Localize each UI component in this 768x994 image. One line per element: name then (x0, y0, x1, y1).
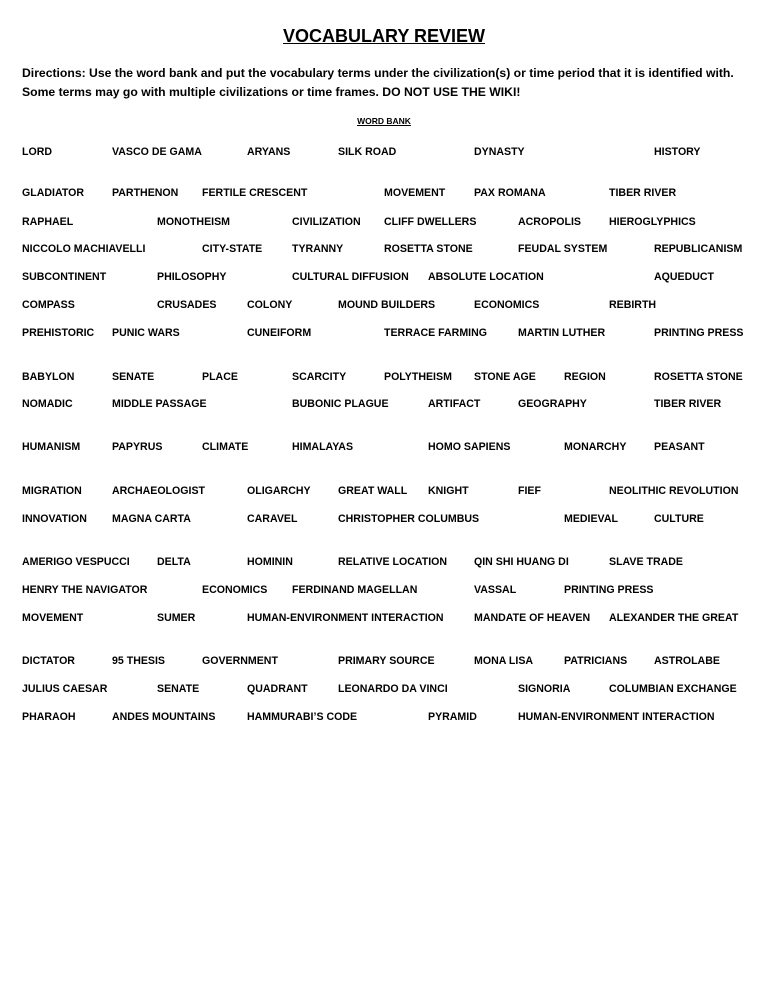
word-bank-term: GOVERNMENT (202, 655, 278, 667)
word-bank-term: BUBONIC PLAGUE (292, 398, 389, 410)
word-bank-term: HOMININ (247, 556, 293, 568)
word-bank-term: ARCHAEOLOGIST (112, 485, 205, 497)
word-bank-term: MONA LISA (474, 655, 534, 667)
word-bank-term: MONOTHEISM (157, 216, 230, 228)
word-bank-term: HAMMURABI’S CODE (247, 711, 358, 723)
word-bank-term: PARTHENON (112, 187, 179, 199)
word-bank-term: ANDES MOUNTAINS (112, 711, 216, 723)
word-bank-term: SENATE (112, 371, 155, 383)
word-bank-term: GLADIATOR (22, 187, 84, 199)
word-bank-term: ASTROLABE (654, 655, 720, 667)
word-bank-term: FEUDAL SYSTEM (518, 243, 608, 255)
word-bank-term: STONE AGE (474, 371, 536, 383)
word-bank-term: AQUEDUCT (654, 271, 715, 283)
word-bank-term: MOVEMENT (22, 612, 84, 624)
word-bank-term: FERTILE CRESCENT (202, 187, 308, 199)
word-bank-term: PAX ROMANA (474, 187, 546, 199)
word-bank-term: HISTORY (654, 146, 701, 158)
word-bank-term: MONARCHY (564, 441, 627, 453)
word-bank-term: QIN SHI HUANG DI (474, 556, 569, 568)
word-bank-term: VASSAL (474, 584, 517, 596)
word-bank-term: TYRANNY (292, 243, 344, 255)
word-bank-term: NOMADIC (22, 398, 73, 410)
word-bank-term: CIVILIZATION (292, 216, 361, 228)
word-bank-term: SENATE (157, 683, 200, 695)
word-bank-term: ARYANS (247, 146, 291, 158)
word-bank-term: ROSETTA STONE (384, 243, 473, 255)
word-bank-term: SIGNORIA (518, 683, 571, 695)
word-bank-term: AMERIGO VESPUCCI (22, 556, 130, 568)
word-bank-term: ARTIFACT (428, 398, 481, 410)
word-bank-term: CRUSADES (157, 299, 217, 311)
word-bank-term: INNOVATION (22, 513, 87, 525)
word-bank-term: MANDATE OF HEAVEN (474, 612, 591, 624)
word-bank-term: PRINTING PRESS (564, 584, 654, 596)
word-bank-term: SLAVE TRADE (609, 556, 683, 568)
word-bank-term: HOMO SAPIENS (428, 441, 511, 453)
word-bank-term: PREHISTORIC (22, 327, 95, 339)
word-bank-term: MIDDLE PASSAGE (112, 398, 207, 410)
word-bank-term: CITY-STATE (202, 243, 263, 255)
word-bank-term: HUMAN-ENVIRONMENT INTERACTION (247, 612, 444, 624)
word-bank-term: RAPHAEL (22, 216, 74, 228)
word-bank-term: ECONOMICS (202, 584, 268, 596)
word-bank-term: HIMALAYAS (292, 441, 354, 453)
page-title: VOCABULARY REVIEW (282, 26, 486, 46)
word-bank-term: PEASANT (654, 441, 705, 453)
word-bank-term: NICCOLO MACHIAVELLI (22, 243, 146, 255)
word-bank-term: MOUND BUILDERS (338, 299, 436, 311)
word-bank-term: TIBER RIVER (654, 398, 722, 410)
word-bank-term: DYNASTY (474, 146, 525, 158)
word-bank-term: ABSOLUTE LOCATION (428, 271, 544, 283)
word-bank-term: COMPASS (22, 299, 75, 311)
word-bank-term: PUNIC WARS (112, 327, 180, 339)
word-bank-term: ROSETTA STONE (654, 371, 743, 383)
word-bank-term: SILK ROAD (338, 146, 397, 158)
word-bank-term: RELATIVE LOCATION (338, 556, 448, 568)
word-bank-term: OLIGARCHY (247, 485, 311, 497)
word-bank-term: MIGRATION (22, 485, 82, 497)
word-bank-term: LEONARDO DA VINCI (338, 683, 448, 695)
word-bank-term: GEOGRAPHY (518, 398, 587, 410)
word-bank-term: COLONY (247, 299, 293, 311)
word-bank-label: WORD BANK (357, 116, 411, 126)
word-bank-term: REGION (564, 371, 606, 383)
word-bank-term: NEOLITHIC REVOLUTION (609, 485, 739, 497)
word-bank-term: CHRISTOPHER COLUMBUS (338, 513, 480, 525)
word-bank-term: VASCO DE GAMA (112, 146, 202, 158)
word-bank-term: PHILOSOPHY (157, 271, 227, 283)
word-bank-term: MARTIN LUTHER (518, 327, 606, 339)
word-bank-term: HENRY THE NAVIGATOR (22, 584, 148, 596)
word-bank-term: CULTURE (654, 513, 704, 525)
word-bank-term: JULIUS CAESAR (22, 683, 108, 695)
word-bank-term: DELTA (157, 556, 191, 568)
word-bank-term: PYRAMID (428, 711, 477, 723)
word-bank-term: MOVEMENT (384, 187, 446, 199)
word-bank-term: CLIFF DWELLERS (384, 216, 477, 228)
word-bank-term: FIEF (518, 485, 541, 497)
word-bank-term: FERDINAND MAGELLAN (292, 584, 418, 596)
word-bank-term: SCARCITY (292, 371, 347, 383)
word-bank-term: MAGNA CARTA (112, 513, 191, 525)
word-bank-term: PHARAOH (22, 711, 76, 723)
word-bank-term: SUBCONTINENT (22, 271, 107, 283)
word-bank-term: HUMANISM (22, 441, 81, 453)
word-bank-term: CUNEIFORM (247, 327, 312, 339)
word-bank-term: CULTURAL DIFFUSION (292, 271, 409, 283)
word-bank-term: TERRACE FARMING (384, 327, 487, 339)
word-bank-term: ACROPOLIS (518, 216, 581, 228)
word-bank-term: DICTATOR (22, 655, 75, 667)
word-bank-term: SUMER (157, 612, 196, 624)
word-bank-term: MEDIEVAL (564, 513, 618, 525)
word-bank-term: CARAVEL (247, 513, 298, 525)
word-bank-term: POLYTHEISM (384, 371, 452, 383)
word-bank-term: QUADRANT (247, 683, 308, 695)
word-bank-term: GREAT WALL (338, 485, 408, 497)
word-bank-term: COLUMBIAN EXCHANGE (609, 683, 737, 695)
word-bank-term: REBIRTH (609, 299, 657, 311)
word-bank-term: KNIGHT (428, 485, 469, 497)
word-bank-term: 95 THESIS (112, 655, 165, 667)
word-bank-term: REPUBLICANISM (654, 243, 743, 255)
directions-text: Directions: Use the word bank and put the vocabulary terms under the civilization(s) or time period that it is identified with. Some terms may go with multiple civilizations or time frames. DO NOT USE THE WIKI! (22, 66, 734, 99)
word-bank-term: LORD (22, 146, 53, 158)
word-bank-term: PAPYRUS (112, 441, 163, 453)
word-bank-term: PLACE (202, 371, 238, 383)
word-bank-term: BABYLON (22, 371, 75, 383)
word-bank-term: PATRICIANS (564, 655, 628, 667)
word-bank-term: ALEXANDER THE GREAT (609, 612, 739, 624)
word-bank-term: TIBER RIVER (609, 187, 677, 199)
word-bank-term: PRINTING PRESS (654, 327, 744, 339)
word-bank-term: HUMAN-ENVIRONMENT INTERACTION (518, 711, 715, 723)
word-bank-term: PRIMARY SOURCE (338, 655, 435, 667)
word-bank-term: CLIMATE (202, 441, 249, 453)
word-bank-term: HIEROGLYPHICS (609, 216, 696, 228)
word-bank-term: ECONOMICS (474, 299, 540, 311)
